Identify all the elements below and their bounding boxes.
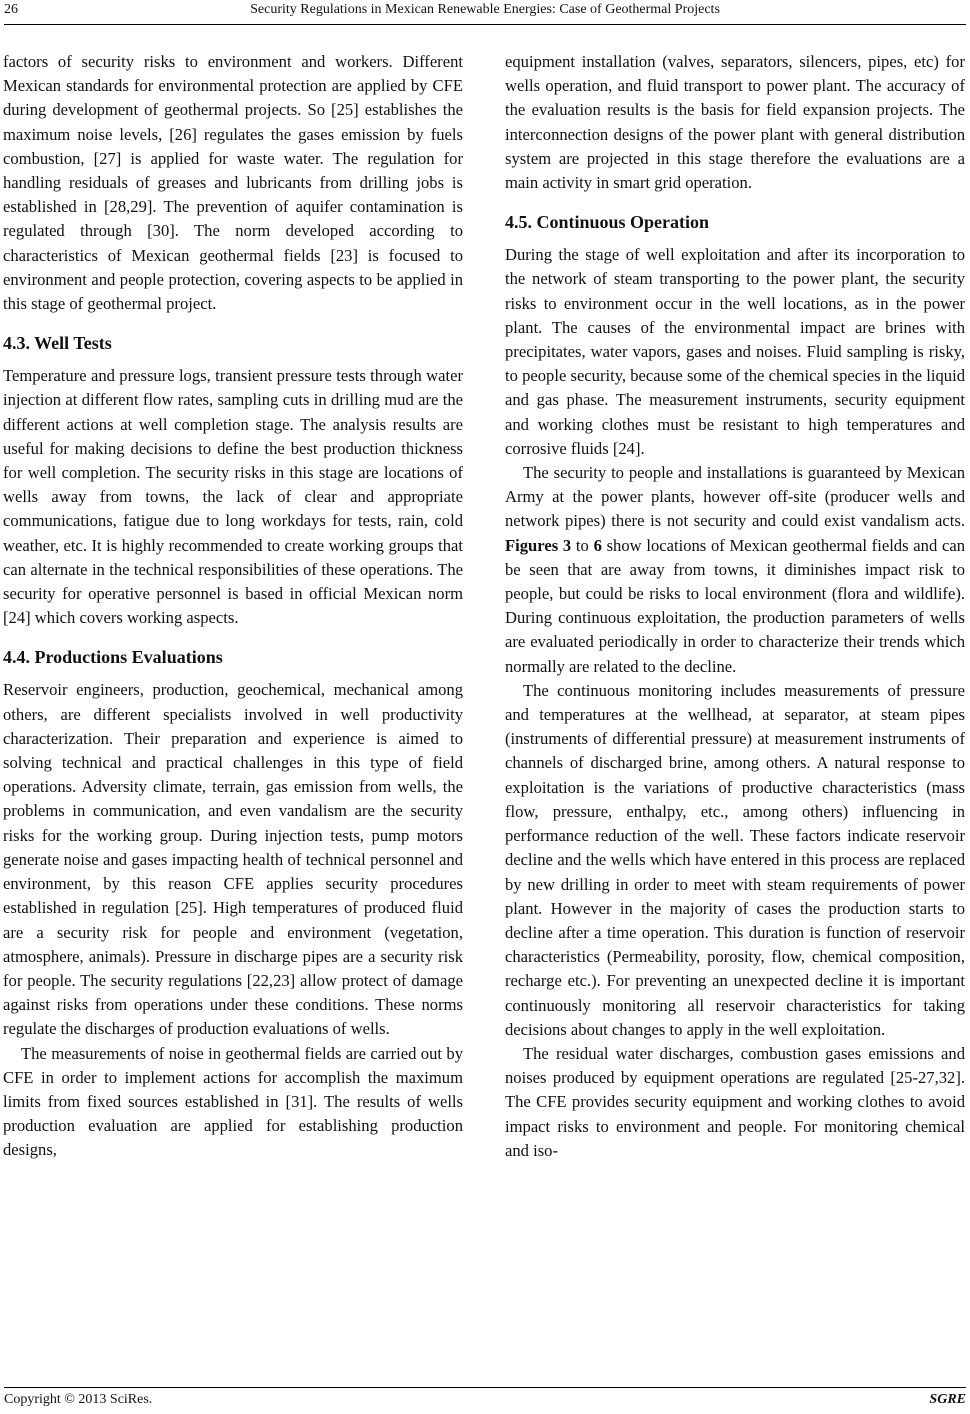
copyright-notice: Copyright © 2013 SciRes.	[4, 1392, 153, 1407]
paragraph	[505, 461, 965, 679]
paragraph: equipment installation (valves, separators, silencers, pipes, etc) for wells operation, and fluid transport to power plant. The accuracy of the evaluation results is the basis for field expansion projects. The interconnection designs of the power plant with general distribution system are projected in this stage therefore the evaluations are a main activity in smart grid operation.	[505, 52, 965, 193]
page-number: 26	[4, 2, 18, 17]
figure-reference: Figures 3	[505, 535, 572, 555]
section-heading-well-tests: 4.3. Well Tests	[3, 333, 112, 354]
right-column	[505, 50, 965, 1163]
paragraph: The residual water discharges, combustion gases emissions and noises produced by equipment operations are regulated [25-27,32]. The CFE provides security equipment and working clothes to avoid impact risks to environment and people. For monitoring chemical and iso-	[505, 1043, 965, 1160]
page-footer	[4, 1392, 966, 1412]
paragraph: The measurements of noise in geothermal fields are carried out by CFE in order to implement actions for accomplish the maximum limits from fixed sources established in [31]. The results of wells production evaluation are applied for establishing production designs,	[3, 1043, 463, 1160]
paragraph: factors of security risks to environment and workers. Different Mexican standards for environmental protection are applied by CFE during development of geothermal projects. So [25] establishes the maximum noise levels, [26] regulates the gases emission by fuels combustion, [27] is applied for waste water. The regulation for handling residuals of greases and lubricants from drilling jobs is established in [28,29]. The prevention of aquifer contamination is regulated through [30]. The norm developed according to characteristics of Mexican geothermal fields [23] is focused to environment and people protection, covering aspects to be applied in this stage of geothermal project.	[3, 52, 463, 314]
paragraph-text: The security to people and installations is guaranteed by Mexican Army at the power plants, however off-site (producer wells and network pipes) there is not security and could exist vandalism acts.	[505, 463, 965, 531]
paragraph: Temperature and pressure logs, transient pressure tests through water injection at different flow rates, sampling cuts in drilling mud are the different actions at well completion stage. The analysis results are useful for making decisions to define the best production thickness for well completion. The security risks in this stage are locations of wells away from towns, the lack of clear and appropriate communications, fatigue due to long workdays for tests, rain, cold weather, etc. It is highly recommended to create working groups that can alternate in the technical responsibilities of these operations. The security for operative personnel is based in official Mexican norm [24] which covers working aspects.	[3, 366, 463, 628]
footer-rule	[4, 1387, 966, 1388]
left-column	[3, 50, 463, 1163]
paragraph: Reservoir engineers, production, geochemical, mechanical among others, are different specialists involved in well productivity characterization. Their preparation and experience is aimed to solving technical and practical challenges in this type of field operations. Adversity climate, terrain, gas emission from wells, the problems in communication, and even vandalism are the security risks for the working group. During injection tests, pump motors generate noise and gases impacting health of technical personnel and environment, by this reason CFE applies security procedures established in regulation [25]. High temperatures of produced fluid are a security risk for people and environment (vegetation, atmosphere, animals). Pressure in discharge pipes are a security risk for people. The security regulations [22,23] allow protect of damage against risks from operations under these conditions. These norms regulate the discharges of production evaluations of wells.	[3, 680, 463, 1039]
paragraph: The continuous monitoring includes measurements of pressure and temperatures at the wellhead, at separator, at steam pipes (instruments of differential pressure) at measurement instruments of channels of discharged brine, among others. A natural response to exploitation is the variations of productive characteristics (mass flow, pressure, enthalpy, etc., among others) influencing in performance reduction of the well. These factors indicate reservoir decline and the wells which have entered in this process are replaced by new drilling in order to meet with steam requirements of power plant. However in the majority of cases the production starts to decline after a time operation. This duration is function of reservoir characteristics (Permeability, porosity, flow, chemical composition, recharge etc.). For preventing an unexpected decline it is important continuously monitoring all reservoir characteristics for taking decisions about changes to apply in the well exploitation.	[505, 680, 965, 1039]
paragraph-text: to	[571, 535, 594, 555]
running-title: Security Regulations in Mexican Renewable Energies: Case of Geothermal Projects	[250, 2, 720, 17]
section-heading-continuous-operation: 4.5. Continuous Operation	[505, 212, 710, 233]
section-heading-productions-evaluations: 4.4. Productions Evaluations	[3, 647, 223, 668]
journal-abbreviation: SGRE	[929, 1392, 966, 1407]
figure-reference: 6	[593, 535, 602, 555]
paragraph-text: show locations of Mexican geothermal fields and can be seen that are away from towns, it diminishes impact risk to people, but could be risks to local environment (flora and wildlife). During continuous exploitation, the production parameters of wells are evaluated periodically in order to characterize their trends which normally are related to the decline.	[505, 535, 965, 676]
header-rule	[4, 24, 966, 25]
paragraph: During the stage of well exploitation and after its incorporation to the network of steam transporting to the power plant, the security risks to environment occur in the well locations, as in the power plant. The causes of the environmental impact are brines with precipitates, water vapors, gases and noises. Fluid sampling is risky, to people security, because some of the chemical species in the liquid and gas phase. The measurement instruments, security equipment and working clothes must be resistant to high temperatures and corrosive fluids [24].	[505, 245, 965, 458]
running-header	[0, 2, 970, 22]
